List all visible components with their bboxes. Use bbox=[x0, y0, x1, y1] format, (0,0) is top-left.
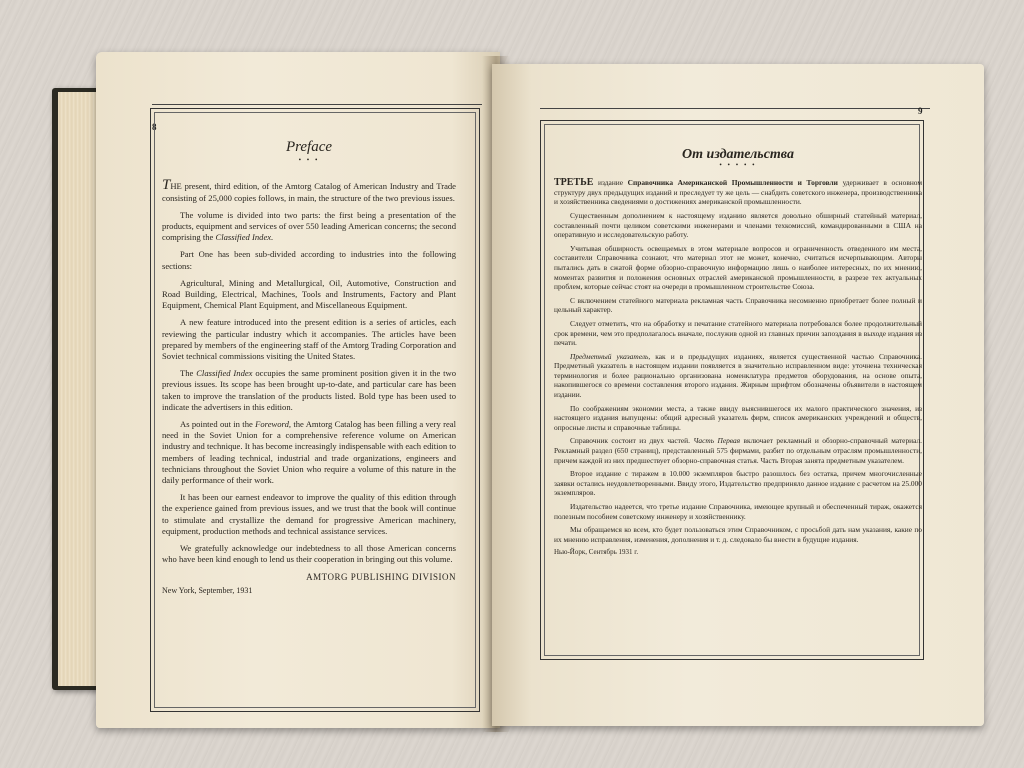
preface-text bbox=[162, 139, 456, 596]
paragraph: Существенным дополнением к настоящему изданию является довольно обширный статейный материал, составленный почти целиком советскими инженерами и членами техкомиссий, командированными в США на оперативную и исследовательскую работу. bbox=[554, 210, 922, 240]
paragraph: С включением статейного материала рекламная часть Справочника несомненно приобретает более полный и цельный характер. bbox=[554, 295, 922, 315]
paragraph: Agricultural, Mining and Metallurgical, Oil, Automotive, Construction and Road Building, Electrical, Machines, Tools and Instruments, Factory and Plant Equipment, Chemical Plant Equipment, and Miscellaneous Equipment. bbox=[162, 277, 456, 311]
paragraph: Part One has been sub-divided according to industries into the following sections: bbox=[162, 249, 456, 271]
top-rule bbox=[152, 104, 482, 105]
paragraph: We gratefully acknowledge our indebtedness to all those American concerns who have been kind enough to lend us their cooperation in bringing out this volume. bbox=[162, 543, 456, 565]
paragraph: Учитывая обширность освещаемых в этом материале вопросов и ограниченность отведенного им места, составители Справочника сознают, что материал этот не может, конечно, считаться исчерпывающим. Авторы пытались дать в сжатой форме обзорно-справочную информацию лишь о наиболее интересных, по их мнению, моментах развития и положения основных отраслей американской промышленности, в разрезе тех актуальных проблем, которые сейчас стоят на очереди в промышленном строительстве Союза. bbox=[554, 243, 922, 292]
paragraph: Следует отметить, что на обработку и печатание статейного материала потребовался более продолжительный срок времени, чем это предполагалось вначале, послужив одной из главных причин запоздания в выходе издания из печати. bbox=[554, 318, 922, 348]
ornament: • • • bbox=[298, 156, 320, 165]
date-line: New York, September, 1931 bbox=[162, 585, 253, 595]
paragraph: The volume is divided into two parts: the first being a presentation of the products, equipment and services of over 550 leading American concerns; the second comprising the Classified Index. bbox=[162, 209, 456, 243]
signature: AMTORG PUBLISHING DIVISION bbox=[306, 571, 456, 582]
page-title: От издательства bbox=[682, 147, 794, 162]
left-page bbox=[96, 52, 500, 728]
page-title: Preface bbox=[285, 139, 333, 155]
paragraph: THE present, third edition, of the Amtorg Catalog of American Industry and Trade consisting of 25,000 copies follows, in main, the structure of the two previous issues. bbox=[162, 177, 456, 203]
paragraph: It has been our earnest endeavor to improve the quality of this edition through the experience gained from previous issues, and we trust that the book will continue to stimulate and crystallize the demand for progressive American machinery, equipment, production methods and technical assistance services. bbox=[162, 492, 456, 536]
paragraph: The Classified Index occupies the same prominent position given it in the two previous issues. Its scope has been brought up-to-date, and particular care has been taken to improve the translation of the products listed. Bold type has been used to indicate the advertisers in this edition. bbox=[162, 368, 456, 412]
paragraph: По соображениям экономии места, а также ввиду выяснившегося их малого практического значения, из настоящего издания выпущены: общий адресный указатель фирм, список американских учреждений и обществ, опросные листы и справочные таблицы. bbox=[554, 403, 922, 432]
page-number: 8 bbox=[152, 122, 157, 132]
date-line: Нью-Йорк, Сентябрь 1931 г. bbox=[554, 548, 639, 557]
paragraph: Справочник состоит из двух частей. Часть Первая включает рекламный и обзорно-справочный материал. Рекламный раздел (650 страниц), представленный 575 фирмами, разбит по отдельным отраслям промышленности, причем каждой из них предшествует обзорно-справочная статья. Часть Вторая занята предметным указателем. bbox=[554, 436, 922, 465]
page-number: 9 bbox=[918, 106, 923, 116]
paragraph: ТРЕТЬЕ издание Справочника Американской Промышленности и Торговли удерживает в основном структуру двух предыдущих изданий и преследует ту же цель — снабдить советского инженера, производственника и хозяйственника сведениями о достижениях американской промышленности. bbox=[554, 177, 922, 207]
paragraph: Предметный указатель, как и в предыдущих изданиях, является существенной частью Справочника. Предметный указатель в настоящем издании появляется в значительно исправленном виде: уточнена техническая терминология и более рационально организована номенклатура предметов оборудования, на основе опыта, накопившегося со времени составления второго издания. Жирным шрифтом обозначены объявители в настоящем издании. bbox=[554, 351, 923, 400]
dropcap: T bbox=[162, 177, 171, 194]
paragraph: As pointed out in the Foreword, the Amtorg Catalog has been filling a very real need in the Soviet Union for a comprehensive reference volume on American industry and technique. It has become increasingly indispensable with each edition to members of leading technical, industrial and trade organizations, engineers and technicians throughout the Soviet Union who require a volume of this nature in the daily performance of their work. bbox=[162, 419, 456, 486]
paragraph: A new feature introduced into the present edition is a series of articles, each reviewing the particular industry which it accompanies. The articles have been prepared by members of the engineering staff of the Amtorg Trading Corporation and Soviet technical commissions visiting the United States. bbox=[162, 317, 456, 362]
paragraph: Издательство надеется, что третье издание Справочника, имеющее крупный и обеспеченный тираж, окажется полезным пособием советскому инженеру и хозяйственнику. bbox=[554, 502, 922, 521]
right-page bbox=[492, 64, 984, 726]
top-rule bbox=[540, 108, 930, 109]
publisher-note-text bbox=[554, 147, 923, 558]
ornament: • • • • • bbox=[719, 160, 757, 169]
paragraph: Мы обращаемся ко всем, кто будет пользоваться этим Справочником, с просьбой дать нам указания, какие по их мнению исправления, изменения, дополнения и т. д. следовало бы внести в будущие издания. bbox=[554, 525, 922, 544]
paragraph: Второе издание с тиражем в 10.000 экземпляров быстро разошлось без остатка, причем многочисленные заявки остались неудовлетворенными. Ввиду этого, Издательство предприняло данное издание с расчетом на 25.000 экземпляров. bbox=[554, 469, 922, 498]
